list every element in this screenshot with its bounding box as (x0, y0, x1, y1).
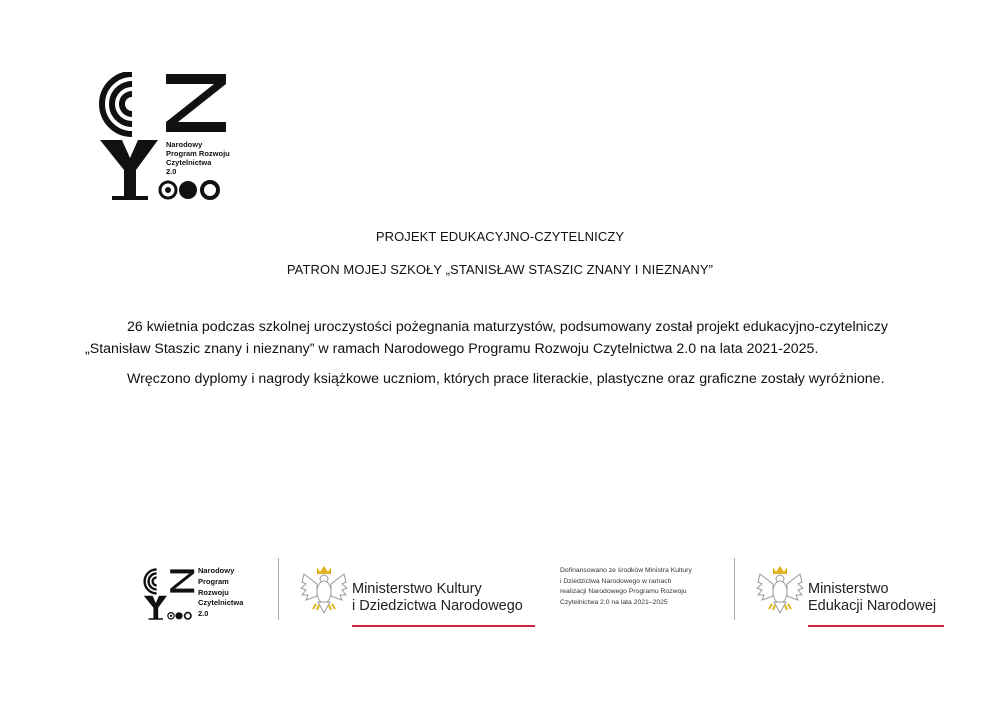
caption-line: Narodowy (166, 140, 203, 149)
document-body (85, 317, 915, 400)
ministry-name-line: Edukacji Narodowej (808, 598, 937, 614)
ministry-culture-logo (300, 564, 540, 624)
caption-line: Rozwoju (198, 587, 229, 597)
ministry-education-logo (756, 564, 956, 624)
nprc-logo-icon (143, 564, 199, 626)
nprc-logo (98, 72, 238, 204)
funding-line: Dofinansowano ze środków Ministra Kultury (560, 567, 692, 574)
ministry-name-line: Ministerstwo Kultury (352, 581, 482, 597)
eagle-emblem-icon (756, 564, 804, 618)
funding-line: realizacji Narodowego Programu Rozwoju (560, 588, 687, 595)
caption-line: Program Rozwoju (166, 149, 230, 158)
ministry-culture-underline (352, 625, 535, 627)
funding-line: i Dziedzictwa Narodowego w ramach (560, 577, 672, 585)
footer-nprc-logo (143, 564, 263, 626)
footer-divider (278, 558, 279, 620)
ministry-culture-name (352, 581, 523, 615)
footer-divider (734, 558, 735, 620)
paragraph: 26 kwietnia podczas szkolnej uroczystości pożegnania maturzystów, podsumowany został projekt edukacyjno-czytelniczy „Stanisław Staszic znany i nieznany” w ramach Narodowego Programu Rozwoju Czytelnictwa 2.0 na lata 2021-2025. (85, 319, 888, 357)
ministry-name-line: i Dziedzictwa Narodowego (352, 598, 523, 614)
caption-line: Czytelnictwa (166, 158, 212, 167)
caption-line: Czytelnictwa (198, 598, 244, 608)
caption-line: Program (198, 576, 229, 586)
caption-line: Narodowy (198, 566, 235, 575)
eagle-emblem-icon (300, 564, 348, 618)
caption-line: 2.0 (166, 167, 177, 176)
caption-line: 2.0 (198, 609, 209, 619)
nprc-logo-icon (98, 72, 238, 204)
ministry-education-name (808, 581, 936, 615)
funding-note (560, 566, 730, 608)
paragraph: Wręczono dyplomy i nagrody książkowe uczniom, których prace literackie, plastyczne oraz graficzne zostały wyróżnione. (127, 371, 885, 387)
document-subtitle: PATRON MOJEJ SZKOŁY „STANISŁAW STASZIC ZNANY I NIEZNANY” (286, 262, 714, 277)
nprc-logo-caption (166, 140, 246, 176)
ministry-name-line: Ministerstwo (808, 581, 889, 597)
ministry-education-underline (808, 625, 944, 627)
footer-logos (0, 550, 1000, 630)
document-title: PROJEKT EDUKACYJNO-CZYTELNICZY (375, 229, 625, 244)
funding-line: Czytelnictwa 2.0 na lata 2021–2025 (560, 598, 668, 606)
footer-nprc-caption (198, 566, 268, 620)
